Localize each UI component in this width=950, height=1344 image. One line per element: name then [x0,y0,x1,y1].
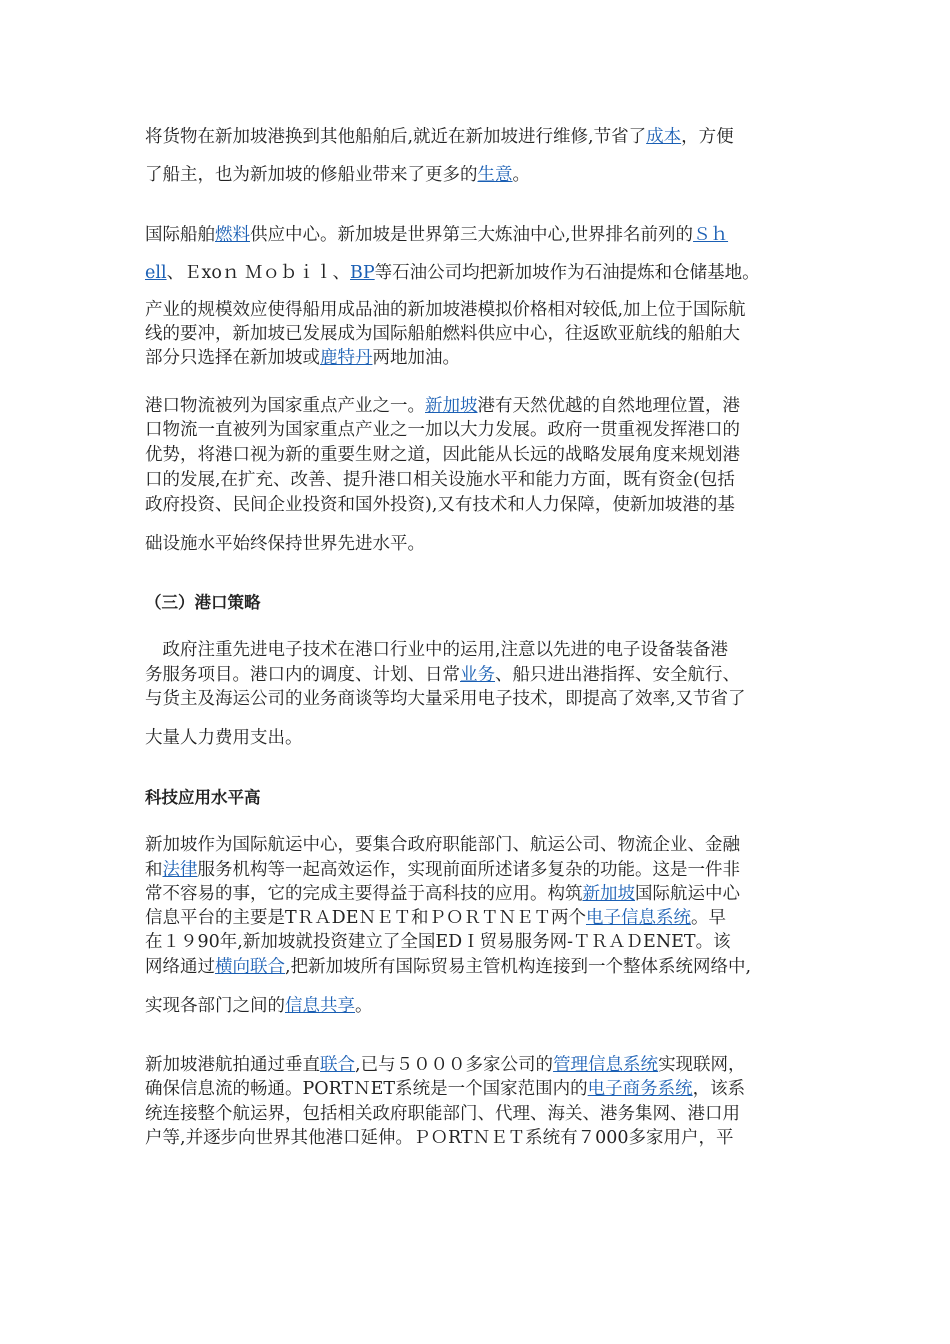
text-line: 大量人力费用支出。 [145,728,303,748]
text-line: 优势，将港口视为新的重要生财之道，因此能从长远的战略发展角度来规划港 [145,445,740,465]
text-span: ，该系 [692,1079,746,1099]
link-business-ops[interactable]: 业务 [460,665,495,685]
text-line: 础设施水平始终保持世界先进水平。 [145,534,425,554]
text-span: 。 [355,996,373,1016]
text-line [145,163,530,187]
text-span: 确保信息流的畅通。PORTＮET系统是一个国家范围内的 [145,1079,588,1099]
text-span: ,把新加坡所有国际贸易主管机构连接到一个整体系统网络中, [285,957,752,977]
text-line [145,1053,746,1077]
text-span: 信息平台的主要是TＲＡDEＮＥＴ和ＰＯＲＴＮＥＴ两个 [145,908,586,928]
text-span: 部分只选择在新加坡或 [145,348,320,368]
text-line: 线的要冲，新加坡已发展成为国际船舶燃料供应中心，往返欧亚航线的船舶大 [145,324,740,344]
text-line [145,882,740,906]
section-heading: （三）港口策略 [145,593,261,612]
text-line: 产业的规模效应使得船用成品油的新加坡港模拟价格相对较低,加上位于国际航 [145,300,746,320]
link-law[interactable]: 法律 [162,860,198,880]
text-line: 政府注重先进电子技术在港口行业中的运用,注意以先进的电子设备装备港 [145,640,729,660]
link-mis[interactable]: 管理信息系统 [553,1055,659,1075]
text-span: 和 [145,860,163,880]
text-line: 与货主及海运公司的业务商谈等均大量采用电子技术，即提高了效率,又节省了 [145,689,746,709]
text-span: 常不容易的事，它的完成主要得益于高科技的应用。构筑 [145,884,583,904]
text-line [145,994,373,1018]
text-span: 供应中心。新加坡是世界第三大炼油中心,世界排名前列的 [250,225,694,245]
text-span: 国际航运中心 [635,884,740,904]
text-span: 港有天然优越的自然地理位置，港 [477,396,740,416]
link-shell-cont[interactable]: ell [145,263,167,283]
text-line [145,858,740,882]
text-span: 服务机构等一起高效运作，实现前面所述诸多复杂的功能。这是一件非 [197,860,740,880]
text-span: 港口物流被列为国家重点产业之一。 [145,396,425,416]
text-span: 、船只进出港指挥、安全航行、 [495,665,740,685]
text-span: ,已与５０００多家公司的 [355,1055,554,1075]
text-line [145,1077,745,1101]
text-span: ，方便 [681,127,734,147]
text-span: 务服务项目。港口内的调度、计划、日常 [145,665,460,685]
text-line [145,125,734,149]
section-heading: 科技应用水平高 [145,788,261,807]
text-span: 实现联网， [658,1055,746,1075]
link-business[interactable]: 生意 [477,165,513,185]
text-line: 新加坡作为国际航运中心，要集合政府职能部门、航运公司、物流企业、金融 [145,835,740,855]
link-singapore[interactable]: 新加坡 [425,396,478,416]
text-line: 在１９90年,新加坡就投资建立了全国EDＩ贸易服务网-ＴＲＡＤENET。该 [145,932,731,952]
text-line [145,906,726,930]
text-line [145,663,740,687]
link-bp[interactable]: BP [350,263,375,283]
text-line: 统连接整个航运界，包括相关政府职能部门、代理、海关、港务集网、港口用 [145,1104,740,1124]
link-cost[interactable]: 成本 [646,127,682,147]
text-span: 网络通过 [145,957,215,977]
text-line [145,261,760,285]
text-span: 了船主，也为新加坡的修船业带来了更多的 [145,165,478,185]
link-union[interactable]: 联合 [320,1055,355,1075]
text-line: 口的发展,在扩充、改善、提升港口相关设施水平和能力方面，既有资金(包括 [145,470,735,490]
link-horizontal-union[interactable]: 横向联合 [215,957,285,977]
text-line: 政府投资、民间企业投资和国外投资),又有技术和人力保障，使新加坡港的基 [145,495,735,515]
text-span: 两地加油。 [372,348,460,368]
text-span: 、Ｅxoｎ Ｍｏｂｉｌ、 [166,263,351,283]
text-line: 口物流一直被列为国家重点产业之一加以大力发展。政府一贯重视发挥港口的 [145,420,740,440]
text-line [145,394,740,418]
link-electronic-info-system[interactable]: 电子信息系统 [585,908,691,928]
link-fuel[interactable]: 燃料 [215,225,250,245]
text-line: 户等,并逐步向世界其他港口延伸。ＰＯRTＮＥＴ系统有７000多家用户，平 [145,1128,734,1148]
text-span: 等石油公司均把新加坡作为石油提炼和仓储基地。 [374,263,760,283]
link-shell[interactable]: Ｓｈ [693,225,729,245]
text-span: 国际船舶 [145,225,215,245]
text-span: 将货物在新加坡港换到其他船舶后,就近在新加坡进行维修,节省了 [145,127,647,147]
text-span: 实现各部门之间的 [145,996,285,1016]
text-span: 。早 [690,908,726,928]
link-rotterdam[interactable]: 鹿特丹 [320,348,373,368]
text-span: 。 [512,165,530,185]
text-line [145,346,460,370]
link-ecommerce-system[interactable]: 电子商务系统 [587,1079,693,1099]
text-line [145,223,728,247]
text-span: 新加坡港航拍通过垂直 [145,1055,320,1075]
text-line [145,955,751,979]
link-singapore-2[interactable]: 新加坡 [582,884,635,904]
link-info-sharing[interactable]: 信息共享 [285,996,355,1016]
